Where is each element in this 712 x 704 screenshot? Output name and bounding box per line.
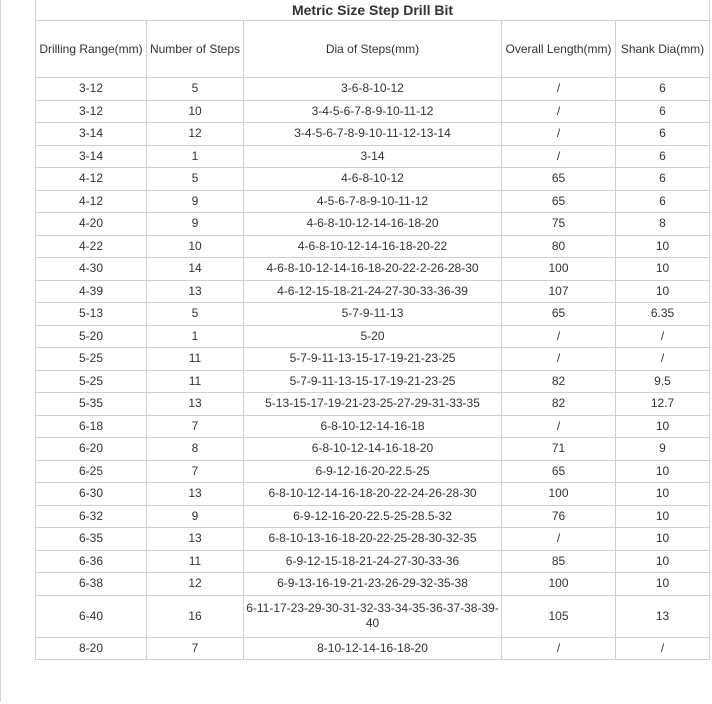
cell-overall-length: 100: [502, 573, 616, 596]
cell-dia-of-steps: 4-6-12-15-18-21-24-27-30-33-36-39: [244, 280, 502, 303]
cell-drilling-range: 6-30: [36, 483, 147, 506]
cell-shank-dia: 10: [616, 505, 710, 528]
cell-dia-of-steps: 6-11-17-23-29-30-31-32-33-34-35-36-37-38-39-40: [244, 595, 502, 637]
cell-number-of-steps: 8: [147, 438, 244, 461]
cell-shank-dia: 10: [616, 235, 710, 258]
cell-dia-of-steps: 6-9-12-16-20-22.5-25: [244, 460, 502, 483]
cell-overall-length: 65: [502, 303, 616, 326]
cell-dia-of-steps: 4-6-8-10-12-14-16-18-20: [244, 213, 502, 236]
cell-overall-length: /: [502, 325, 616, 348]
cell-number-of-steps: 1: [147, 145, 244, 168]
cell-overall-length: /: [502, 528, 616, 551]
cell-shank-dia: 10: [616, 258, 710, 281]
title-row: [36, 0, 710, 21]
cell-number-of-steps: 5: [147, 168, 244, 191]
table-row: [36, 595, 710, 637]
cell-shank-dia: 6: [616, 190, 710, 213]
table-row: [36, 190, 710, 213]
cell-dia-of-steps: 6-8-10-13-16-18-20-22-25-28-30-32-35: [244, 528, 502, 551]
table-row: [36, 78, 710, 101]
cell-overall-length: 100: [502, 258, 616, 281]
table-row: [36, 438, 710, 461]
cell-dia-of-steps: 3-6-8-10-12: [244, 78, 502, 101]
cell-number-of-steps: 16: [147, 595, 244, 637]
cell-shank-dia: 6: [616, 168, 710, 191]
cell-dia-of-steps: 6-8-10-12-14-16-18-20-22-24-26-28-30: [244, 483, 502, 506]
header-overall-length: Overall Length(mm): [502, 21, 616, 78]
table-row: [36, 325, 710, 348]
cell-number-of-steps: 10: [147, 235, 244, 258]
cell-drilling-range: 4-30: [36, 258, 147, 281]
cell-shank-dia: 10: [616, 573, 710, 596]
header-shank-dia: Shank Dia(mm): [616, 21, 710, 78]
cell-dia-of-steps: 6-8-10-12-14-16-18-20: [244, 438, 502, 461]
table-row: [36, 370, 710, 393]
table-row: [36, 100, 710, 123]
table-row: [36, 280, 710, 303]
cell-number-of-steps: 12: [147, 123, 244, 146]
cell-number-of-steps: 9: [147, 190, 244, 213]
cell-dia-of-steps: 6-9-12-15-18-21-24-27-30-33-36: [244, 550, 502, 573]
cell-drilling-range: 3-12: [36, 100, 147, 123]
table-row: [36, 145, 710, 168]
cell-number-of-steps: 13: [147, 483, 244, 506]
table-row: [36, 123, 710, 146]
header-dia-of-steps: Dia of Steps(mm): [244, 21, 502, 78]
cell-number-of-steps: 13: [147, 280, 244, 303]
cell-number-of-steps: 1: [147, 325, 244, 348]
cell-shank-dia: /: [616, 637, 710, 660]
cell-shank-dia: 10: [616, 280, 710, 303]
cell-shank-dia: 6: [616, 78, 710, 101]
cell-number-of-steps: 10: [147, 100, 244, 123]
cell-drilling-range: 4-22: [36, 235, 147, 258]
cell-overall-length: /: [502, 123, 616, 146]
table-title: Metric Size Step Drill Bit: [36, 0, 710, 21]
cell-drilling-range: 5-25: [36, 348, 147, 371]
cell-overall-length: /: [502, 415, 616, 438]
cell-overall-length: /: [502, 348, 616, 371]
cell-drilling-range: 5-13: [36, 303, 147, 326]
cell-dia-of-steps: 5-13-15-17-19-21-23-25-27-29-31-33-35: [244, 393, 502, 416]
cell-number-of-steps: 11: [147, 348, 244, 371]
cell-shank-dia: 10: [616, 460, 710, 483]
cell-overall-length: 82: [502, 370, 616, 393]
cell-shank-dia: /: [616, 348, 710, 371]
step-drill-table: [35, 0, 710, 660]
cell-shank-dia: 6: [616, 145, 710, 168]
cell-shank-dia: 6: [616, 100, 710, 123]
cell-overall-length: 65: [502, 190, 616, 213]
cell-number-of-steps: 9: [147, 213, 244, 236]
cell-shank-dia: 10: [616, 528, 710, 551]
cell-shank-dia: 6: [616, 123, 710, 146]
cell-dia-of-steps: 5-7-9-11-13: [244, 303, 502, 326]
cell-dia-of-steps: 6-9-13-16-19-21-23-26-29-32-35-38: [244, 573, 502, 596]
table-row: [36, 213, 710, 236]
cell-number-of-steps: 11: [147, 370, 244, 393]
cell-shank-dia: 8: [616, 213, 710, 236]
cell-number-of-steps: 13: [147, 393, 244, 416]
cell-shank-dia: 10: [616, 483, 710, 506]
header-row: [36, 21, 710, 78]
cell-dia-of-steps: 5-7-9-11-13-15-17-19-21-23-25: [244, 370, 502, 393]
cell-number-of-steps: 13: [147, 528, 244, 551]
cell-overall-length: 85: [502, 550, 616, 573]
cell-shank-dia: 13: [616, 595, 710, 637]
cell-shank-dia: 10: [616, 415, 710, 438]
cell-dia-of-steps: 8-10-12-14-16-18-20: [244, 637, 502, 660]
cell-drilling-range: 6-25: [36, 460, 147, 483]
cell-drilling-range: 6-18: [36, 415, 147, 438]
cell-dia-of-steps: 6-9-12-16-20-22.5-25-28.5-32: [244, 505, 502, 528]
cell-overall-length: 65: [502, 168, 616, 191]
cell-overall-length: 76: [502, 505, 616, 528]
cell-number-of-steps: 7: [147, 415, 244, 438]
header-drilling-range: Drilling Range(mm): [36, 21, 147, 78]
cell-shank-dia: 12.7: [616, 393, 710, 416]
cell-dia-of-steps: 4-6-8-10-12: [244, 168, 502, 191]
table-row: [36, 550, 710, 573]
table-row: [36, 483, 710, 506]
cell-shank-dia: /: [616, 325, 710, 348]
cell-number-of-steps: 5: [147, 78, 244, 101]
cell-overall-length: 100: [502, 483, 616, 506]
cell-drilling-range: 5-20: [36, 325, 147, 348]
table-row: [36, 303, 710, 326]
cell-drilling-range: 4-12: [36, 168, 147, 191]
cell-number-of-steps: 7: [147, 637, 244, 660]
cell-dia-of-steps: 4-5-6-7-8-9-10-11-12: [244, 190, 502, 213]
cell-drilling-range: 6-36: [36, 550, 147, 573]
header-number-of-steps: Number of Steps: [147, 21, 244, 78]
cell-drilling-range: 6-20: [36, 438, 147, 461]
cell-number-of-steps: 7: [147, 460, 244, 483]
cell-drilling-range: 4-12: [36, 190, 147, 213]
table-row: [36, 258, 710, 281]
cell-overall-length: 65: [502, 460, 616, 483]
cell-number-of-steps: 9: [147, 505, 244, 528]
cell-drilling-range: 3-12: [36, 78, 147, 101]
table-row: [36, 393, 710, 416]
cell-shank-dia: 9.5: [616, 370, 710, 393]
cell-drilling-range: 8-20: [36, 637, 147, 660]
cell-dia-of-steps: 5-20: [244, 325, 502, 348]
cell-overall-length: 105: [502, 595, 616, 637]
cell-shank-dia: 10: [616, 550, 710, 573]
cell-drilling-range: 3-14: [36, 123, 147, 146]
table-row: [36, 505, 710, 528]
table-row: [36, 637, 710, 660]
cell-drilling-range: 5-35: [36, 393, 147, 416]
cell-drilling-range: 6-38: [36, 573, 147, 596]
cell-drilling-range: 6-35: [36, 528, 147, 551]
cell-number-of-steps: 12: [147, 573, 244, 596]
cell-shank-dia: 6.35: [616, 303, 710, 326]
cell-number-of-steps: 14: [147, 258, 244, 281]
cell-overall-length: 71: [502, 438, 616, 461]
cell-dia-of-steps: 4-6-8-10-12-14-16-18-20-22-2-26-28-30: [244, 258, 502, 281]
cell-dia-of-steps: 3-4-5-6-7-8-9-10-11-12-13-14: [244, 123, 502, 146]
table-row: [36, 460, 710, 483]
table-row: [36, 168, 710, 191]
cell-overall-length: 107: [502, 280, 616, 303]
cell-overall-length: 82: [502, 393, 616, 416]
cell-shank-dia: 9: [616, 438, 710, 461]
cell-overall-length: /: [502, 145, 616, 168]
cell-drilling-range: 4-20: [36, 213, 147, 236]
table-row: [36, 573, 710, 596]
cell-dia-of-steps: 3-14: [244, 145, 502, 168]
cell-drilling-range: 5-25: [36, 370, 147, 393]
cell-dia-of-steps: 5-7-9-11-13-15-17-19-21-23-25: [244, 348, 502, 371]
cell-dia-of-steps: 6-8-10-12-14-16-18: [244, 415, 502, 438]
cell-dia-of-steps: 3-4-5-6-7-8-9-10-11-12: [244, 100, 502, 123]
cell-overall-length: 75: [502, 213, 616, 236]
cell-drilling-range: 3-14: [36, 145, 147, 168]
table-row: [36, 235, 710, 258]
cell-overall-length: /: [502, 100, 616, 123]
cell-number-of-steps: 5: [147, 303, 244, 326]
cell-overall-length: /: [502, 78, 616, 101]
cell-dia-of-steps: 4-6-8-10-12-14-16-18-20-22: [244, 235, 502, 258]
cell-overall-length: 80: [502, 235, 616, 258]
cell-drilling-range: 6-40: [36, 595, 147, 637]
table-row: [36, 415, 710, 438]
cell-drilling-range: 4-39: [36, 280, 147, 303]
cell-number-of-steps: 11: [147, 550, 244, 573]
table-row: [36, 348, 710, 371]
cell-drilling-range: 6-32: [36, 505, 147, 528]
table-row: [36, 528, 710, 551]
cell-overall-length: /: [502, 637, 616, 660]
